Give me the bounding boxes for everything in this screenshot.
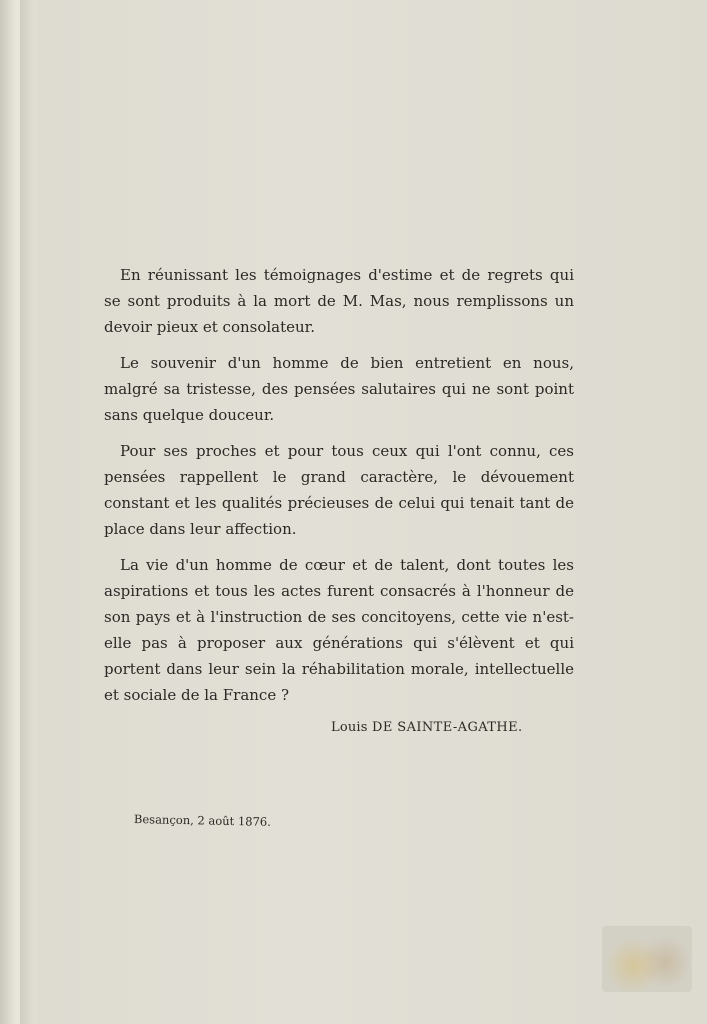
watermark-thumbnail bbox=[602, 926, 692, 992]
paragraph: En réunissant les témoignages d'estime et de regrets qui se sont produits à la mort de M. Mas, nous remplissons un devoir pieux et consolateur. bbox=[104, 266, 574, 336]
place-and-date: Besançon, 2 août 1876. bbox=[133, 812, 271, 829]
paragraph: Pour ses proches et pour tous ceux qui l'ont connu, ces pensées rappellent le grand caractère, le dévouement constant et les qualités précieuses de celui qui tenait tant de place dans leur affection. bbox=[104, 442, 574, 538]
page-gutter bbox=[20, 0, 34, 1024]
letter-body bbox=[104, 262, 574, 708]
paragraph: La vie d'un homme de cœur et de talent, dont toutes les aspirations et tous les actes furent consacrés à l'honneur de son pays et à l'instruction de ses concitoyens, cette vie n'est-elle pas à proposer aux générations qui s'élèvent et qui portent dans leur sein la réhabilitation morale, intellectuelle et sociale de la France ? bbox=[104, 556, 574, 704]
paragraph: Le souvenir d'un homme de bien entretient en nous, malgré sa tristesse, des pensées salutaires qui ne sont point sans quelque douceur. bbox=[104, 354, 574, 424]
signature-surname: DE SAINTE-AGATHE. bbox=[372, 720, 523, 735]
signature-first-name: Louis bbox=[331, 720, 368, 735]
signature bbox=[331, 720, 523, 735]
